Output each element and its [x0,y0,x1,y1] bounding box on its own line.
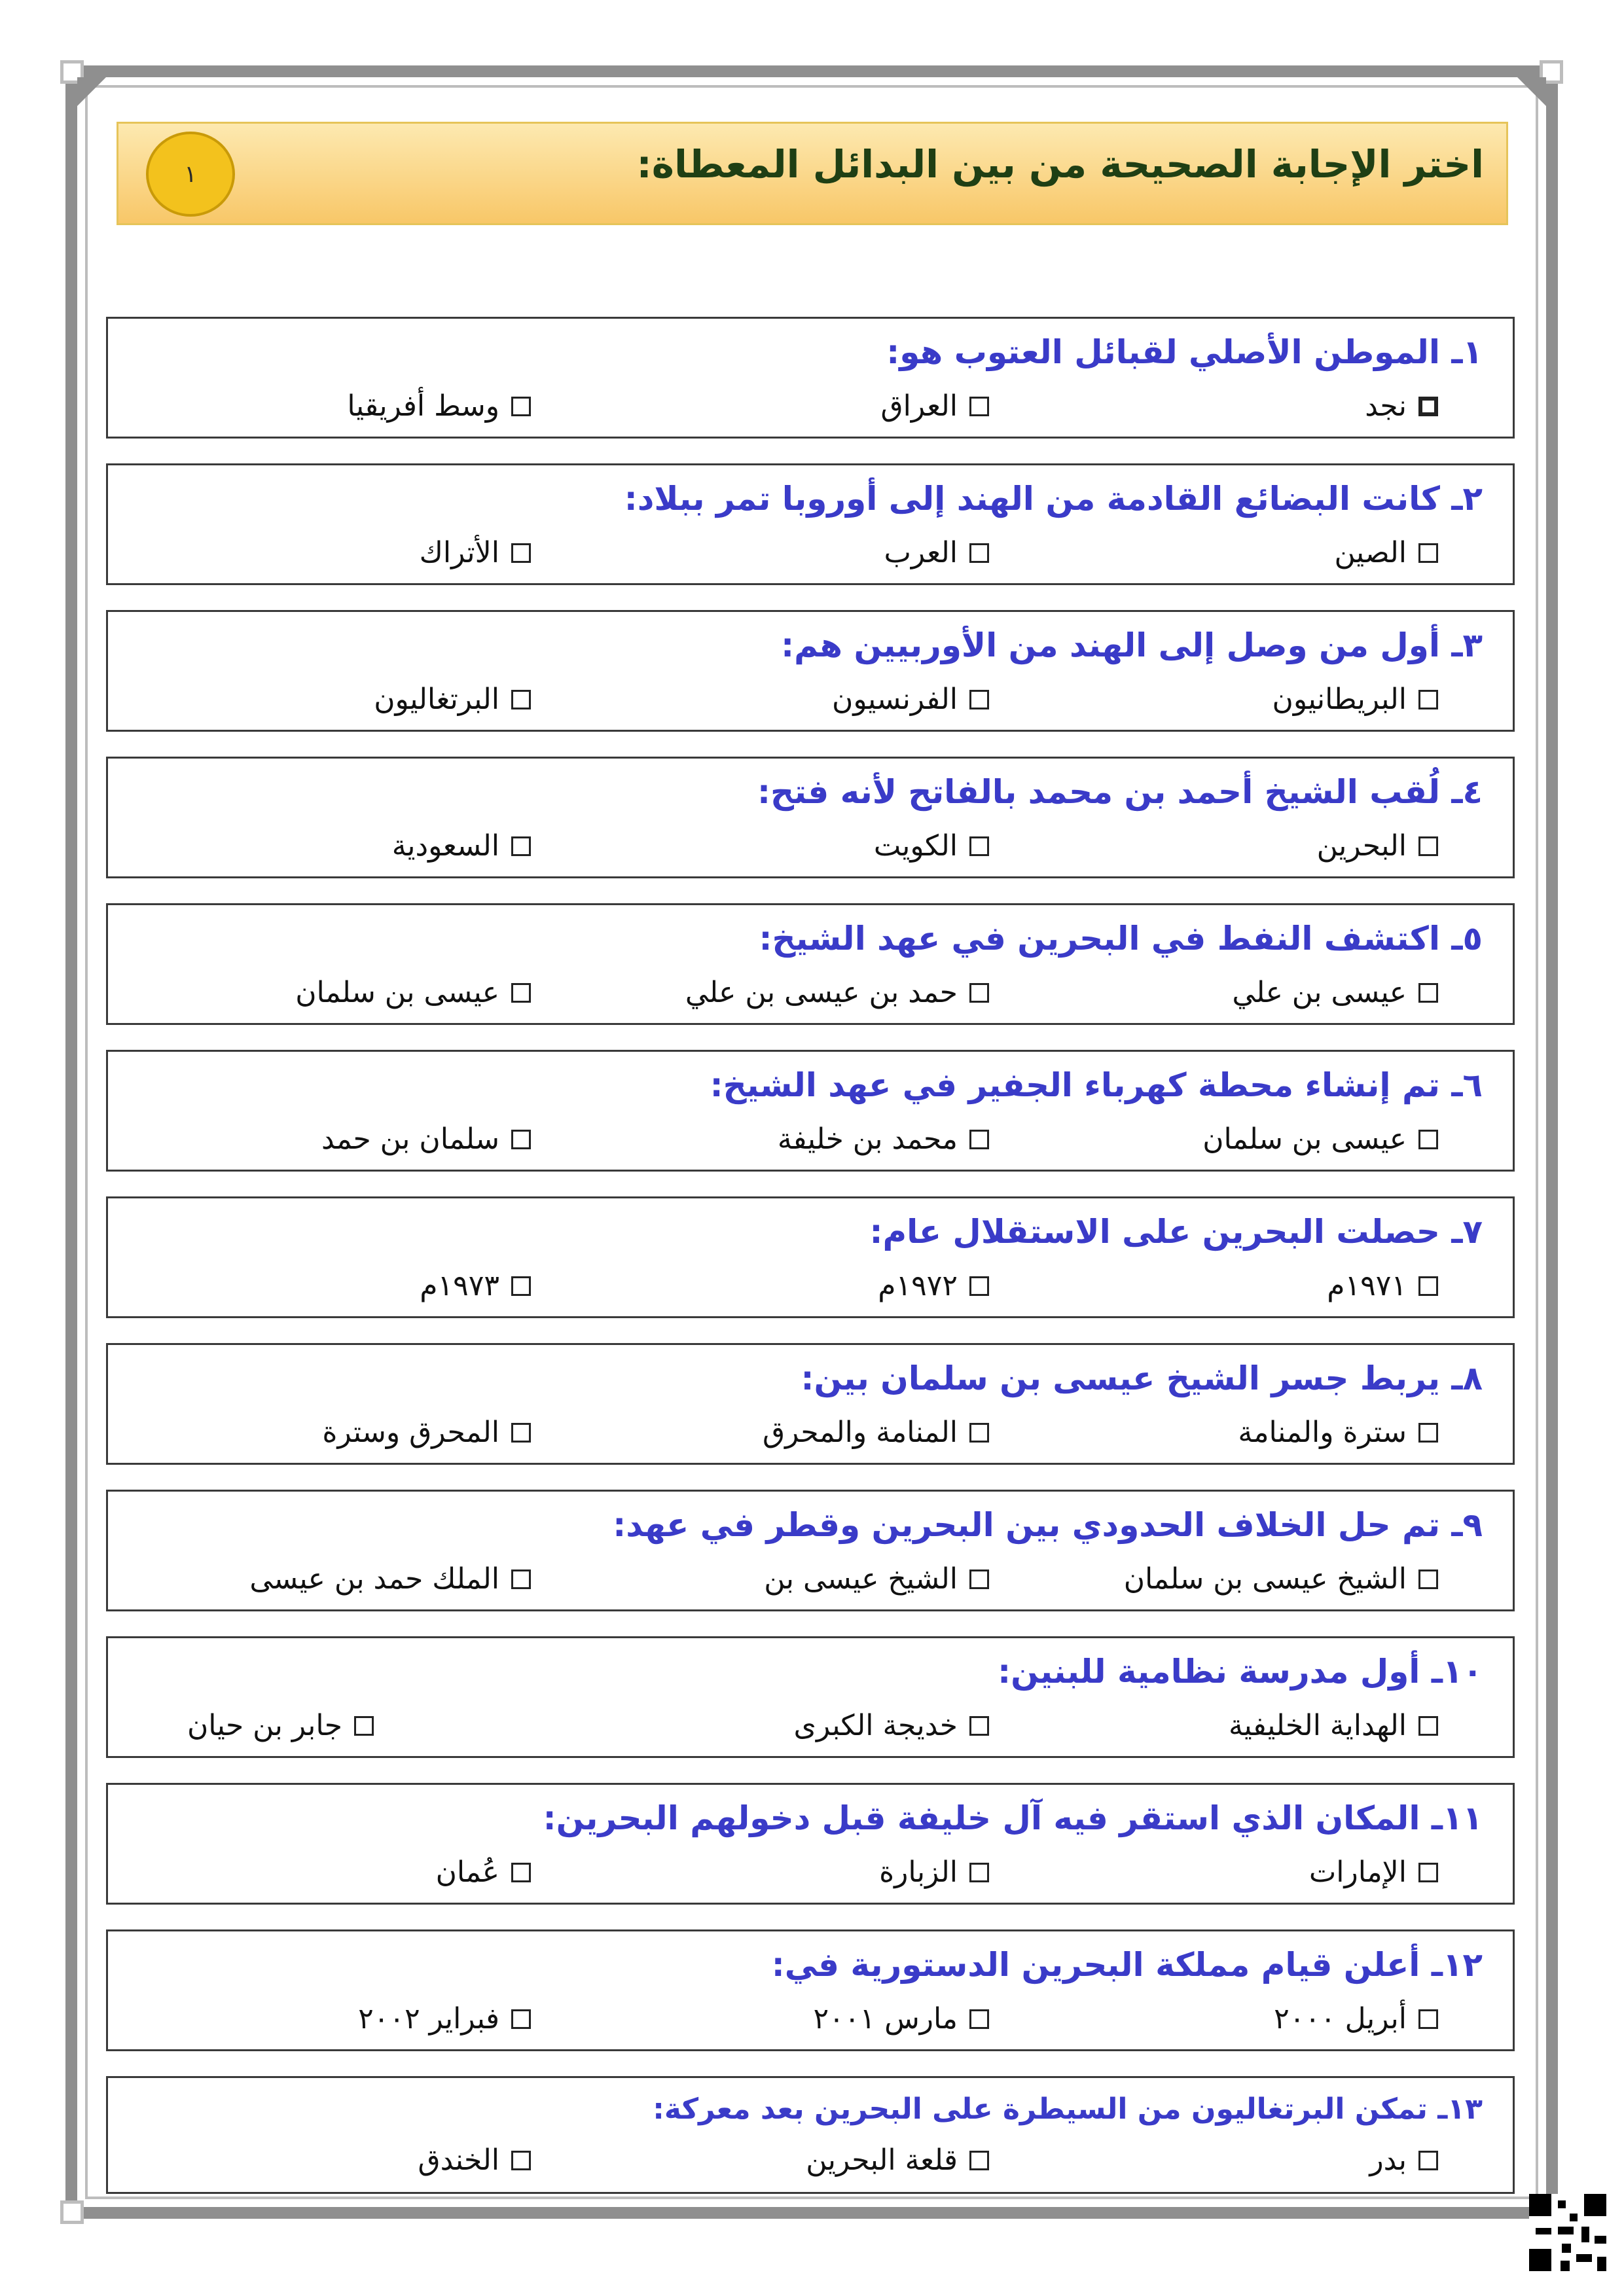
checkbox-icon[interactable] [511,690,531,709]
option-label: قلعة البحرين [806,2144,958,2177]
checkbox-icon[interactable] [969,543,989,563]
checkbox-icon[interactable] [1418,1716,1438,1736]
option-1[interactable] [1369,2144,1438,2177]
option-1[interactable] [1274,2002,1438,2036]
checkbox-icon[interactable] [969,2151,989,2170]
option-3[interactable] [347,389,531,423]
option-2[interactable] [778,1122,989,1156]
option-label: وسط أفريقيا [347,389,499,423]
option-3[interactable] [392,829,531,863]
question-5 [106,903,1515,1025]
option-label: بدر [1369,2144,1407,2177]
option-label: الزبارة [879,1856,958,1889]
option-label: جابر بن حيان [187,1709,342,1742]
option-label: ١٩٧٢م [878,1269,958,1302]
checkbox-icon[interactable] [1418,397,1438,416]
instructions-banner [117,122,1508,225]
question-text: ٢ـ كانت البضائع القادمة من الهند إلى أوروبا تمر ببلاد: [624,480,1483,518]
checkbox-icon[interactable] [1418,1276,1438,1296]
option-label: عيسى بن علي [1232,976,1407,1009]
qr-code-icon [1529,2194,1606,2271]
question-7 [106,1196,1515,1318]
question-4 [106,757,1515,878]
option-label: خديجة الكبرى [793,1709,958,1742]
question-10 [106,1636,1515,1758]
question-13 [106,2076,1515,2194]
question-text: ١١ـ المكان الذي استقر فيه آل خليفة قبل دخولهم البحرين: [543,1799,1483,1837]
question-text: ٧ـ حصلت البحرين على الاستقلال عام: [869,1213,1483,1251]
question-3 [106,610,1515,732]
option-label: عيسى بن سلمان [1202,1122,1407,1156]
checkbox-icon[interactable] [511,836,531,856]
option-2[interactable] [874,829,989,863]
checkbox-icon[interactable] [969,1130,989,1149]
question-1 [106,317,1515,439]
option-1[interactable] [1317,829,1438,863]
checkbox-icon[interactable] [1418,1570,1438,1589]
option-label: الشيخ عيسى بن [764,1562,958,1596]
option-2[interactable] [814,2002,989,2036]
question-text: ٦ـ تم إنشاء محطة كهرباء الجفير في عهد الشيخ: [710,1066,1483,1104]
option-label: عُمان [435,1856,499,1889]
option-2[interactable] [884,536,989,569]
checkbox-icon[interactable] [511,543,531,563]
option-1[interactable] [1327,1269,1438,1302]
checkbox-icon[interactable] [1418,690,1438,709]
instructions-title: اختر الإجابة الصحيحة من بين البدائل المعطاة: [636,142,1484,187]
checkbox-icon[interactable] [1418,1863,1438,1882]
checkbox-icon[interactable] [969,1423,989,1443]
option-label: ١٩٧١م [1327,1269,1407,1302]
option-label: الفرنسيون [832,683,958,716]
checkbox-icon[interactable] [354,1716,374,1736]
frame-corner-triangle-top-right [1517,77,1546,106]
option-label: عيسى بن سلمان [295,976,499,1009]
question-text: ٥ـ اكتشف النفط في البحرين في عهد الشيخ: [759,920,1483,958]
question-text: ٨ـ يربط جسر الشيخ عيسى بن سلمان بين: [801,1359,1483,1397]
option-label: الإمارات [1308,1856,1407,1889]
checkbox-icon[interactable] [969,836,989,856]
question-text: ١٠ـ أول مدرسة نظامية للبنين: [998,1653,1483,1691]
option-3[interactable] [420,1269,531,1302]
option-2[interactable] [685,976,989,1009]
page-number-badge: ١ [146,132,235,217]
option-label: الشيخ عيسى بن سلمان [1123,1562,1407,1596]
checkbox-icon[interactable] [1418,836,1438,856]
checkbox-icon[interactable] [511,2151,531,2170]
option-label: العراق [880,389,958,423]
option-1[interactable] [1202,1122,1438,1156]
option-1[interactable] [1229,1709,1438,1742]
option-label: الكويت [873,829,958,863]
option-label: المنامة والمحرق [762,1416,958,1449]
option-label: أبريل ٢٠٠٠ [1274,2002,1407,2036]
option-label: ١٩٧٣م [420,1269,499,1302]
option-3[interactable] [420,536,531,569]
option-label: الخندق [418,2144,499,2177]
option-1[interactable] [1365,389,1438,423]
checkbox-icon[interactable] [1418,2009,1438,2029]
option-3[interactable] [436,1856,531,1889]
option-label: محمد بن خليفة [777,1122,958,1156]
checkbox-icon[interactable] [969,690,989,709]
option-label: البرتغاليون [374,683,499,716]
option-label: الصين [1334,536,1407,569]
option-label: فبراير ٢٠٠٢ [358,2002,499,2036]
option-3[interactable] [374,683,531,716]
checkbox-icon[interactable] [511,1570,531,1589]
checkbox-icon[interactable] [511,1423,531,1443]
option-label: الملك حمد بن عيسى [249,1562,499,1596]
option-1[interactable] [1238,1416,1438,1449]
option-3[interactable] [322,1416,531,1449]
checkbox-icon[interactable] [969,1276,989,1296]
option-2[interactable] [763,1416,989,1449]
checkbox-icon[interactable] [969,2009,989,2029]
checkbox-icon[interactable] [511,397,531,416]
question-2 [106,463,1515,585]
checkbox-icon[interactable] [969,397,989,416]
option-label: حمد بن عيسى بن علي [685,976,958,1009]
option-1[interactable] [1272,683,1439,716]
checkbox-icon[interactable] [969,1863,989,1882]
question-9 [106,1490,1515,1611]
option-1[interactable] [1232,976,1438,1009]
checkbox-icon[interactable] [511,1276,531,1296]
option-label: المحرق وسترة [322,1416,499,1449]
question-text: ١٣ـ تمكن البرتغاليون من السيطرة على البحرين بعد معركة: [653,2092,1483,2126]
option-2[interactable] [832,683,989,716]
option-3[interactable] [418,2144,531,2177]
checkbox-icon[interactable] [969,1570,989,1589]
question-8 [106,1343,1515,1465]
option-2[interactable] [879,1856,989,1889]
checkbox-icon[interactable] [969,1716,989,1736]
option-3[interactable] [321,1122,531,1156]
checkbox-icon[interactable] [511,1863,531,1882]
option-3[interactable] [295,976,531,1009]
question-text: ٩ـ تم حل الخلاف الحدودي بين البحرين وقطر في عهد: [613,1506,1483,1544]
checkbox-icon[interactable] [511,2009,531,2029]
frame-corner-triangle-top-left [77,77,106,106]
question-11 [106,1783,1515,1905]
option-label: البريطانيون [1272,683,1407,716]
checkbox-icon[interactable] [1418,2151,1438,2170]
option-label: نجد [1365,389,1407,423]
option-2[interactable] [794,1709,989,1742]
option-3[interactable] [187,1709,374,1742]
option-2[interactable] [878,1269,989,1302]
checkbox-icon[interactable] [1418,543,1438,563]
checkbox-icon[interactable] [511,1130,531,1149]
question-text: ١٢ـ أعلن قيام مملكة البحرين الدستورية في: [771,1946,1483,1984]
checkbox-icon[interactable] [511,983,531,1003]
option-3[interactable] [249,1562,531,1596]
checkbox-icon[interactable] [1418,1423,1438,1443]
option-label: الهداية الخليفية [1228,1709,1407,1742]
question-6 [106,1050,1515,1172]
option-1[interactable] [1334,536,1438,569]
option-label: العرب [884,536,958,569]
option-label: سترة والمنامة [1238,1416,1407,1449]
option-3[interactable] [358,2002,531,2036]
option-2[interactable] [881,389,990,423]
option-label: مارس ٢٠٠١ [813,2002,958,2036]
option-2[interactable] [806,2144,989,2177]
option-1[interactable] [1309,1856,1438,1889]
checkbox-icon[interactable] [1418,1130,1438,1149]
option-1[interactable] [1124,1562,1438,1596]
frame-corner-bottom-left [60,2200,84,2224]
checkbox-icon[interactable] [969,983,989,1003]
question-12 [106,1929,1515,2051]
option-label: السعودية [391,829,499,863]
option-label: الأتراك [419,536,499,569]
question-text: ١ـ الموطن الأصلي لقبائل العتوب هو: [886,333,1483,371]
checkbox-icon[interactable] [1418,983,1438,1003]
option-label: البحرين [1316,829,1407,863]
question-text: ٤ـ لُقب الشيخ أحمد بن محمد بالفاتح لأنه فتح: [757,773,1483,811]
option-label: سلمان بن حمد [321,1122,499,1156]
question-text: ٣ـ أول من وصل إلى الهند من الأوربيين هم: [781,626,1483,664]
option-2[interactable] [764,1562,989,1596]
